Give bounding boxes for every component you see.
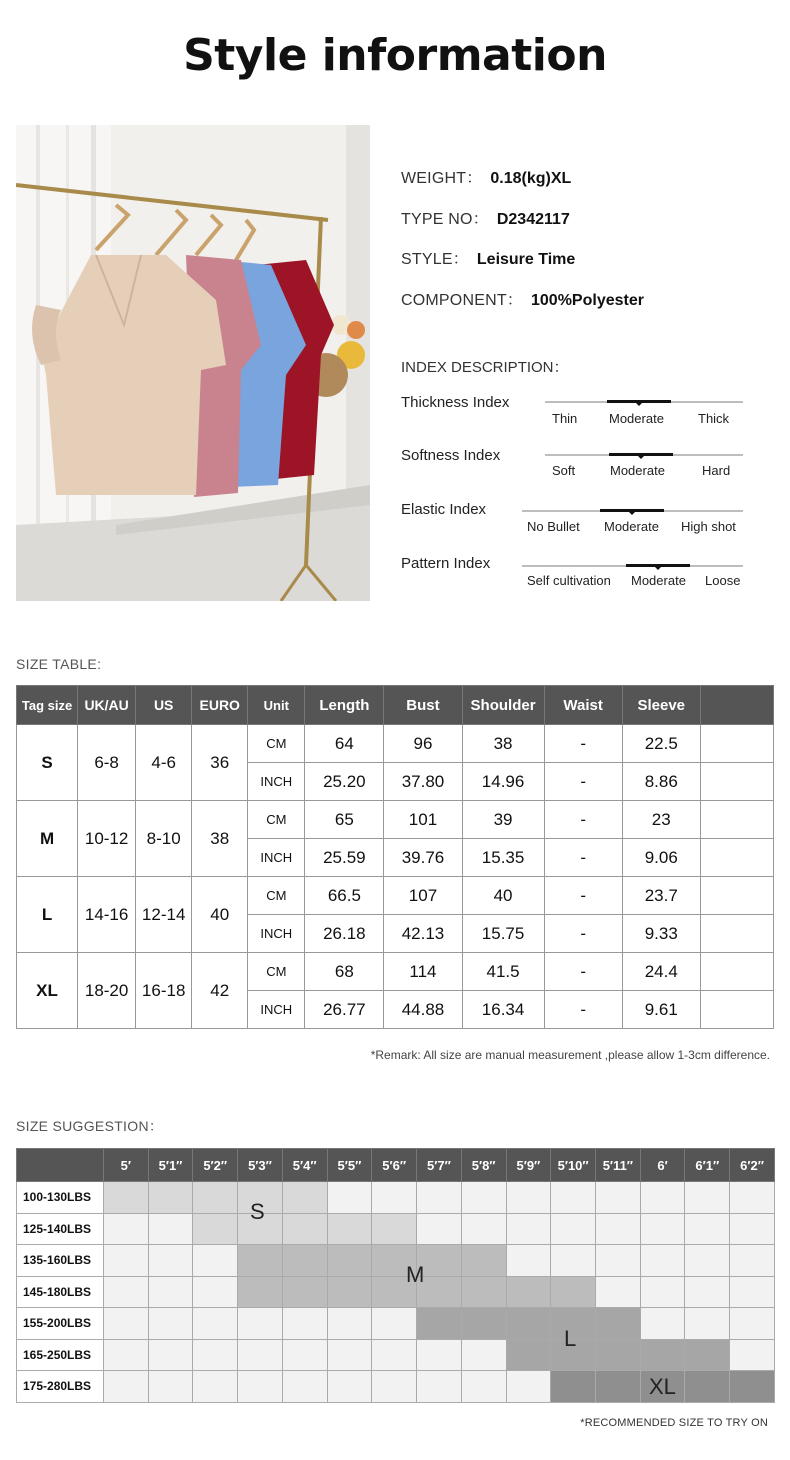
table-row	[17, 953, 774, 991]
suggestion-cell	[282, 1371, 327, 1403]
measure-cell: -	[544, 725, 622, 763]
header-uk-au: UK/AU	[78, 686, 136, 725]
measure-cell: 96	[384, 725, 462, 763]
suggestion-cell	[238, 1371, 283, 1403]
suggestion-cell	[506, 1245, 551, 1277]
header-empty	[700, 686, 773, 725]
size-suggestion-table	[16, 1148, 775, 1403]
thickness-index-pointer	[636, 403, 642, 406]
suggestion-cell	[417, 1371, 462, 1403]
header-length: Length	[305, 686, 384, 725]
weight-label: WEIGHT：	[401, 170, 483, 187]
measure-cell: 39.76	[384, 839, 462, 877]
uk-au-cell: 14-16	[78, 877, 136, 953]
header-waist: Waist	[544, 686, 622, 725]
weight-label: 125-140LBS	[17, 1213, 104, 1245]
height-header: 5′9″	[506, 1149, 551, 1182]
unit-cell: CM	[248, 877, 305, 915]
measure-cell: 25.20	[305, 763, 384, 801]
suggestion-cell	[685, 1308, 730, 1340]
uk-au-cell: 6-8	[78, 725, 136, 801]
header-shoulder: Shoulder	[462, 686, 544, 725]
weight-label: 100-130LBS	[17, 1182, 104, 1214]
suggestion-size-l: L	[564, 1326, 577, 1351]
height-header: 5′7″	[417, 1149, 462, 1182]
softness-label-mid: Moderate	[610, 463, 665, 478]
suggestion-cell	[193, 1308, 238, 1340]
height-header: 6′1″	[685, 1149, 730, 1182]
measure-cell: 44.88	[384, 991, 462, 1029]
euro-cell: 36	[192, 725, 248, 801]
suggestion-cell	[685, 1371, 730, 1403]
unit-cell: INCH	[248, 991, 305, 1029]
measure-cell: 24.4	[622, 953, 700, 991]
suggestion-cell	[327, 1245, 372, 1277]
suggestion-cell	[461, 1245, 506, 1277]
suggestion-corner	[17, 1149, 104, 1182]
weight-row	[401, 165, 571, 188]
uk-au-cell: 10-12	[78, 801, 136, 877]
thickness-label-low: Thin	[552, 411, 578, 426]
measure-cell: 9.33	[622, 915, 700, 953]
elastic-index-pointer	[629, 512, 635, 515]
suggestion-cell	[372, 1182, 417, 1214]
suggestion-cell	[282, 1245, 327, 1277]
suggestion-cell	[596, 1276, 641, 1308]
suggestion-cell	[148, 1213, 193, 1245]
suggestion-cell	[640, 1339, 685, 1371]
header-sleeve: Sleeve	[622, 686, 700, 725]
unit-cell: CM	[248, 801, 305, 839]
suggestion-cell	[238, 1308, 283, 1340]
measure-cell: 68	[305, 953, 384, 991]
suggestion-cell	[282, 1339, 327, 1371]
suggestion-cell	[327, 1371, 372, 1403]
suggestion-cell	[640, 1213, 685, 1245]
softness-index-pointer	[638, 456, 644, 459]
suggestion-cell	[417, 1182, 462, 1214]
suggestion-cell	[103, 1371, 148, 1403]
suggestion-cell	[551, 1245, 596, 1277]
suggestion-cell	[372, 1339, 417, 1371]
suggestion-size-xl: XL	[649, 1374, 676, 1399]
suggestion-cell	[148, 1308, 193, 1340]
type-no-label: TYPE NO：	[401, 211, 489, 228]
measure-cell: 114	[384, 953, 462, 991]
elastic-label-mid: Moderate	[604, 519, 659, 534]
suggestion-cell	[327, 1308, 372, 1340]
euro-cell: 38	[192, 801, 248, 877]
suggestion-cell	[372, 1371, 417, 1403]
suggestion-cell	[640, 1245, 685, 1277]
suggestion-cell	[238, 1245, 283, 1277]
unit-cell: CM	[248, 953, 305, 991]
empty-cell	[700, 991, 773, 1029]
measure-cell: 9.06	[622, 839, 700, 877]
measure-cell: 26.18	[305, 915, 384, 953]
suggestion-cell	[282, 1308, 327, 1340]
measure-cell: -	[544, 801, 622, 839]
measure-cell: 66.5	[305, 877, 384, 915]
suggestion-cell	[730, 1213, 775, 1245]
measure-cell: 16.34	[462, 991, 544, 1029]
suggestion-cell	[148, 1339, 193, 1371]
suggestion-cell	[372, 1213, 417, 1245]
product-photo	[16, 125, 370, 601]
elastic-index-name: Elastic Index	[401, 501, 487, 518]
suggestion-cell	[596, 1371, 641, 1403]
softness-label-high: Hard	[702, 463, 731, 478]
header-us: US	[136, 686, 192, 725]
suggestion-cell	[103, 1245, 148, 1277]
softness-index-name: Softness Index	[401, 447, 501, 464]
measure-cell: 15.75	[462, 915, 544, 953]
measure-cell: 25.59	[305, 839, 384, 877]
measure-cell: 64	[305, 725, 384, 763]
pattern-index-pointer	[655, 567, 661, 570]
suggestion-cell	[417, 1213, 462, 1245]
suggestion-cell	[596, 1245, 641, 1277]
component-value: 100%Polyester	[531, 292, 644, 309]
suggestion-cell	[730, 1339, 775, 1371]
measure-cell: 22.5	[622, 725, 700, 763]
size-table	[16, 685, 774, 1029]
measure-cell: 65	[305, 801, 384, 839]
suggestion-cell	[461, 1276, 506, 1308]
unit-cell: INCH	[248, 915, 305, 953]
suggestion-cell	[640, 1182, 685, 1214]
pattern-label-high: Loose	[705, 573, 741, 588]
suggestion-cell	[282, 1276, 327, 1308]
suggestion-cell	[148, 1276, 193, 1308]
suggestion-cell	[461, 1182, 506, 1214]
suggestion-cell	[461, 1308, 506, 1340]
suggestion-cell	[640, 1308, 685, 1340]
empty-cell	[700, 915, 773, 953]
suggestion-cell	[103, 1213, 148, 1245]
suggestion-cell	[193, 1245, 238, 1277]
unit-cell: INCH	[248, 763, 305, 801]
style-value: Leisure Time	[476, 251, 576, 268]
measure-cell: -	[544, 877, 622, 915]
size-table-header	[17, 686, 774, 725]
weight-label: 135-160LBS	[17, 1245, 104, 1277]
measure-cell: 9.61	[622, 991, 700, 1029]
suggestion-cell	[417, 1339, 462, 1371]
suggestion-cell	[506, 1182, 551, 1214]
thickness-index-name: Thickness Index	[401, 394, 510, 411]
suggestion-cell	[596, 1339, 641, 1371]
suggestion-cell	[596, 1182, 641, 1214]
height-header: 5′4″	[282, 1149, 327, 1182]
suggestion-row	[17, 1213, 775, 1245]
suggestion-cell	[238, 1339, 283, 1371]
us-cell: 12-14	[136, 877, 192, 953]
measure-cell: 39	[462, 801, 544, 839]
suggestion-cell	[506, 1339, 551, 1371]
measure-cell: -	[544, 915, 622, 953]
suggestion-cell	[372, 1308, 417, 1340]
suggestion-cell	[685, 1339, 730, 1371]
suggestion-cell	[193, 1371, 238, 1403]
suggestion-cell	[327, 1339, 372, 1371]
measure-cell: 23.7	[622, 877, 700, 915]
suggestion-cell	[506, 1276, 551, 1308]
height-header: 5′11″	[596, 1149, 641, 1182]
height-header: 6′2″	[730, 1149, 775, 1182]
height-header: 5′10″	[551, 1149, 596, 1182]
suggestion-cell	[506, 1308, 551, 1340]
suggestion-cell	[193, 1276, 238, 1308]
weight-label: 145-180LBS	[17, 1276, 104, 1308]
suggestion-cell	[193, 1339, 238, 1371]
suggestion-cell	[193, 1213, 238, 1245]
suggestion-cell	[327, 1213, 372, 1245]
height-header: 5′5″	[327, 1149, 372, 1182]
elastic-label-low: No Bullet	[527, 519, 580, 534]
suggestion-cell	[461, 1339, 506, 1371]
type-no-value: D2342117	[496, 211, 570, 228]
weight-value: 0.18(kg)XL	[490, 170, 572, 187]
weight-label: 155-200LBS	[17, 1308, 104, 1340]
softness-label-low: Soft	[552, 463, 576, 478]
suggestion-cell	[103, 1276, 148, 1308]
weight-label: 165-250LBS	[17, 1339, 104, 1371]
suggestion-cell	[461, 1213, 506, 1245]
euro-cell: 40	[192, 877, 248, 953]
pattern-index-name: Pattern Index	[401, 555, 491, 572]
uk-au-cell: 18-20	[78, 953, 136, 1029]
us-cell: 4-6	[136, 725, 192, 801]
suggestion-cell	[685, 1276, 730, 1308]
measure-cell: -	[544, 991, 622, 1029]
suggestion-cell	[730, 1182, 775, 1214]
suggestion-cell	[685, 1245, 730, 1277]
empty-cell	[700, 953, 773, 991]
suggestion-cell	[640, 1276, 685, 1308]
suggestion-cell	[730, 1371, 775, 1403]
suggestion-row	[17, 1182, 775, 1214]
measure-cell: -	[544, 763, 622, 801]
measure-cell: -	[544, 953, 622, 991]
component-row	[401, 287, 644, 310]
suggestion-cell	[551, 1371, 596, 1403]
suggestion-cell	[461, 1371, 506, 1403]
height-header: 5′1″	[148, 1149, 193, 1182]
suggestion-cell	[596, 1308, 641, 1340]
weight-label: 175-280LBS	[17, 1371, 104, 1403]
suggestion-cell	[148, 1182, 193, 1214]
height-header: 5′2″	[193, 1149, 238, 1182]
suggestion-cell	[148, 1245, 193, 1277]
suggestion-cell	[685, 1182, 730, 1214]
unit-cell: CM	[248, 725, 305, 763]
table-row	[17, 725, 774, 763]
suggestion-size-m: M	[406, 1262, 425, 1287]
measure-cell: 14.96	[462, 763, 544, 801]
suggestion-cell	[730, 1308, 775, 1340]
suggestion-cell	[148, 1371, 193, 1403]
suggestion-cell	[685, 1213, 730, 1245]
thickness-label-high: Thick	[698, 411, 730, 426]
suggestion-header	[17, 1149, 775, 1182]
suggestion-row	[17, 1276, 775, 1308]
measure-cell: 42.13	[384, 915, 462, 953]
suggestion-cell	[551, 1276, 596, 1308]
header-bust: Bust	[384, 686, 462, 725]
suggestion-cell	[417, 1308, 462, 1340]
elastic-label-high: High shot	[681, 519, 736, 534]
size-table-label: SIZE TABLE:	[16, 656, 102, 672]
measure-cell: 15.35	[462, 839, 544, 877]
measure-cell: 38	[462, 725, 544, 763]
empty-cell	[700, 725, 773, 763]
tag-size-cell: M	[17, 801, 78, 877]
empty-cell	[700, 763, 773, 801]
pattern-label-low: Self cultivation	[527, 573, 611, 588]
header-unit: Unit	[248, 686, 305, 725]
measure-cell: 23	[622, 801, 700, 839]
suggestion-cell	[193, 1182, 238, 1214]
height-header: 6′	[640, 1149, 685, 1182]
euro-cell: 42	[192, 953, 248, 1029]
height-header: 5′	[103, 1149, 148, 1182]
empty-cell	[700, 877, 773, 915]
suggestion-size-s: S	[250, 1199, 265, 1224]
measure-cell: 26.77	[305, 991, 384, 1029]
type-no-row	[401, 206, 570, 229]
style-label: STYLE：	[401, 251, 469, 268]
measure-cell: 40	[462, 877, 544, 915]
component-label: COMPONENT：	[401, 292, 523, 309]
tag-size-cell: S	[17, 725, 78, 801]
suggestion-cell	[282, 1213, 327, 1245]
us-cell: 16-18	[136, 953, 192, 1029]
pattern-label-mid: Moderate	[631, 573, 686, 588]
measure-cell: 8.86	[622, 763, 700, 801]
measure-cell: 37.80	[384, 763, 462, 801]
measure-cell: 101	[384, 801, 462, 839]
table-row	[17, 801, 774, 839]
suggestion-row	[17, 1245, 775, 1277]
height-header: 5′8″	[461, 1149, 506, 1182]
suggestion-cell	[327, 1276, 372, 1308]
remark-note: *Remark: All size are manual measurement ,please allow 1-3cm difference.	[370, 1048, 770, 1062]
suggestion-cell	[103, 1182, 148, 1214]
suggestion-cell	[506, 1371, 551, 1403]
style-row	[401, 246, 575, 269]
tag-size-cell: XL	[17, 953, 78, 1029]
suggestion-row	[17, 1339, 775, 1371]
empty-cell	[700, 839, 773, 877]
suggestion-cell	[596, 1213, 641, 1245]
page-title: Style information	[183, 30, 607, 81]
suggestion-cell	[238, 1276, 283, 1308]
height-header: 5′3″	[238, 1149, 283, 1182]
recommended-note: *RECOMMENDED SIZE TO TRY ON	[580, 1417, 768, 1429]
table-row	[17, 877, 774, 915]
header-tag-size: Tag size	[17, 686, 78, 725]
suggestion-cell	[551, 1182, 596, 1214]
header-euro: EURO	[192, 686, 248, 725]
tag-size-cell: L	[17, 877, 78, 953]
suggestion-row	[17, 1308, 775, 1340]
suggestion-cell	[730, 1245, 775, 1277]
us-cell: 8-10	[136, 801, 192, 877]
suggestion-cell	[103, 1339, 148, 1371]
suggestion-cell	[327, 1182, 372, 1214]
measure-cell: 107	[384, 877, 462, 915]
suggestion-cell	[730, 1276, 775, 1308]
suggestion-cell	[506, 1213, 551, 1245]
suggestion-cell	[103, 1308, 148, 1340]
measure-cell: 41.5	[462, 953, 544, 991]
suggestion-cell	[551, 1213, 596, 1245]
size-suggestion-label: SIZE SUGGESTION：	[16, 1118, 164, 1134]
index-description-heading: INDEX DESCRIPTION：	[401, 359, 569, 376]
unit-cell: INCH	[248, 839, 305, 877]
thickness-label-mid: Moderate	[609, 411, 664, 426]
suggestion-cell	[282, 1182, 327, 1214]
height-header: 5′6″	[372, 1149, 417, 1182]
empty-cell	[700, 801, 773, 839]
measure-cell: -	[544, 839, 622, 877]
